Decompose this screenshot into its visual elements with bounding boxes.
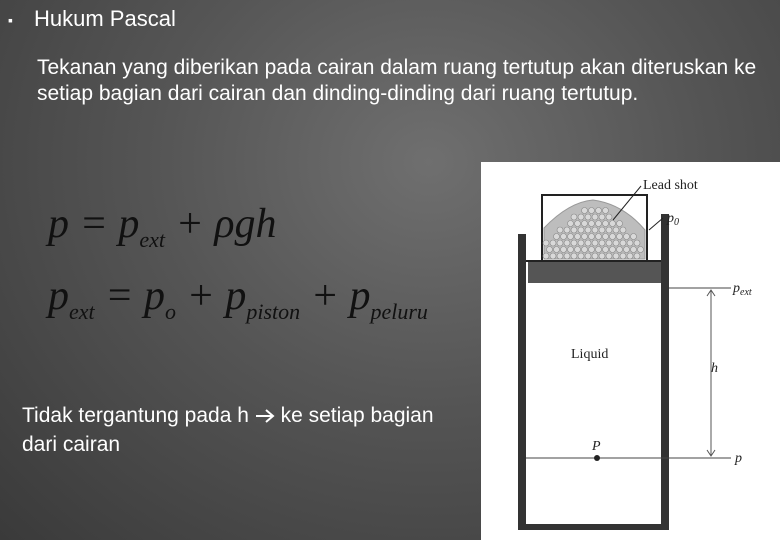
pext-label <box>669 281 752 298</box>
lead-shot-pellet <box>582 247 588 253</box>
lead-shot-pellet <box>571 240 577 246</box>
lead-shot-pellet <box>620 240 626 246</box>
lead-shot-pellet <box>554 247 560 253</box>
right-arrow-icon <box>255 409 275 423</box>
lead-shot-pellet <box>592 214 598 220</box>
svg-text:Lead shot: Lead shot <box>643 178 698 193</box>
lead-shot-pellet <box>634 240 640 246</box>
lead-shot-pellet <box>596 234 602 240</box>
lead-shot-pellet <box>547 247 553 253</box>
lead-shot-pellet <box>610 221 616 227</box>
lead-shot-pellet <box>603 221 609 227</box>
lead-shot-pellet <box>610 247 616 253</box>
lead-shot-pellet <box>554 234 560 240</box>
lead-shot-pellet <box>543 240 549 246</box>
svg-text:pext: $p_{ext}$ <box>733 281 752 298</box>
note-text: Tidak tergantung pada h ke setiap bagian dari cairan <box>22 404 434 456</box>
lead-shot-pellet <box>606 227 612 233</box>
lead-shot-pellet <box>582 234 588 240</box>
square-bullet-icon: ▪ <box>8 12 13 28</box>
lead-shot-pellet <box>624 247 630 253</box>
lead-shot-pellet <box>596 247 602 253</box>
pascal-piston-diagram <box>481 162 780 540</box>
svg-text:h: h <box>711 361 718 376</box>
lead-shot-pellet <box>578 227 584 233</box>
lead-shot-pellet <box>578 240 584 246</box>
lead-shot-pellet <box>575 234 581 240</box>
lead-shot-pellet <box>610 234 616 240</box>
lead-shot-pellet <box>592 227 598 233</box>
lead-shot-pellet <box>582 221 588 227</box>
lead-shot-pellet <box>627 240 633 246</box>
lead-shot-pellet <box>568 247 574 253</box>
lead-shot-pellet <box>620 227 626 233</box>
lead-shot-pellet <box>575 247 581 253</box>
lead-shot-pellet <box>550 253 556 259</box>
lead-shot-pellet <box>631 234 637 240</box>
lead-shot-pellet <box>578 214 584 220</box>
lead-shot-pellet <box>606 214 612 220</box>
lead-shot-pellet <box>589 208 595 214</box>
lead-shot-pellet <box>606 253 612 259</box>
lead-shot-pellet <box>582 208 588 214</box>
lead-shot-pellet <box>589 247 595 253</box>
equation-pressure: $p = p_{ext} + \rho gh$ <box>48 201 277 252</box>
slide-body-text: Tekanan yang diberikan pada cairan dalam ruang tertutup akan diteruskan ke setiap bagian dari cairan dan dinding-dinding dari ruang tertutup. <box>37 56 757 105</box>
lead-shot-pellet <box>571 227 577 233</box>
svg-text:p: p <box>735 451 742 466</box>
lead-shot-pellet <box>603 247 609 253</box>
lead-shot-pellet <box>617 234 623 240</box>
lead-shot-pellet <box>571 253 577 259</box>
lead-shot-pellet <box>596 221 602 227</box>
lead-shot-pellet <box>613 240 619 246</box>
lead-shot-pellet <box>592 253 598 259</box>
liquid-label: Liquid <box>571 347 609 362</box>
lead-shot-pellet <box>596 208 602 214</box>
lead-shot-pellet <box>557 240 563 246</box>
lead-shot-pellet <box>603 234 609 240</box>
lead-shot-pellet <box>631 247 637 253</box>
lead-shot-pellet <box>585 227 591 233</box>
point-p <box>526 439 742 466</box>
lead-shot-pellet <box>575 221 581 227</box>
lead-shot-pellet <box>561 247 567 253</box>
lead-shot-pellet <box>543 253 549 259</box>
equation-external-pressure: $p_{ext} = p_o + p_{piston} + p_{peluru}$ <box>48 273 428 324</box>
lead-shot-pellet <box>592 240 598 246</box>
lead-shot-pellet <box>638 247 644 253</box>
lead-shot-pellet <box>585 214 591 220</box>
lead-shot-pellet <box>557 253 563 259</box>
lead-shot-pellet <box>624 234 630 240</box>
lead-shot-pellet <box>589 234 595 240</box>
lead-shot-pellet <box>589 221 595 227</box>
lead-shot-pellet <box>599 253 605 259</box>
lead-shot-pellet <box>613 253 619 259</box>
lead-shot-pellet <box>599 214 605 220</box>
height-dimension <box>707 290 718 456</box>
slide-title: Hukum Pascal <box>34 6 176 31</box>
lead-shot-pellet <box>613 227 619 233</box>
lead-shot-pellet <box>564 240 570 246</box>
svg-text:P: P <box>592 439 601 454</box>
lead-shot-pellet <box>599 240 605 246</box>
lead-shot-pellet <box>634 253 640 259</box>
lead-shot-pellet <box>564 227 570 233</box>
svg-text:p0: $p_0$ <box>667 211 679 228</box>
lead-shot-pellet <box>585 253 591 259</box>
lead-shot-pellet <box>627 253 633 259</box>
lead-shot-pellet <box>571 214 577 220</box>
lead-shot-pellet <box>617 221 623 227</box>
lead-shot-pellet <box>568 221 574 227</box>
lead-shot-pellet <box>550 240 556 246</box>
lead-shot-pellet <box>603 208 609 214</box>
lead-shot-pellet <box>617 247 623 253</box>
lead-shot-pellet <box>557 227 563 233</box>
lead-shot-pellet <box>620 253 626 259</box>
lead-shot-pellet <box>568 234 574 240</box>
lead-shot-pellet <box>578 253 584 259</box>
lead-shot-pellet <box>564 253 570 259</box>
lead-shot-pellet <box>599 227 605 233</box>
lead-shot-pellet <box>585 240 591 246</box>
lead-shot-pellet <box>561 234 567 240</box>
lead-shot-pellet <box>606 240 612 246</box>
